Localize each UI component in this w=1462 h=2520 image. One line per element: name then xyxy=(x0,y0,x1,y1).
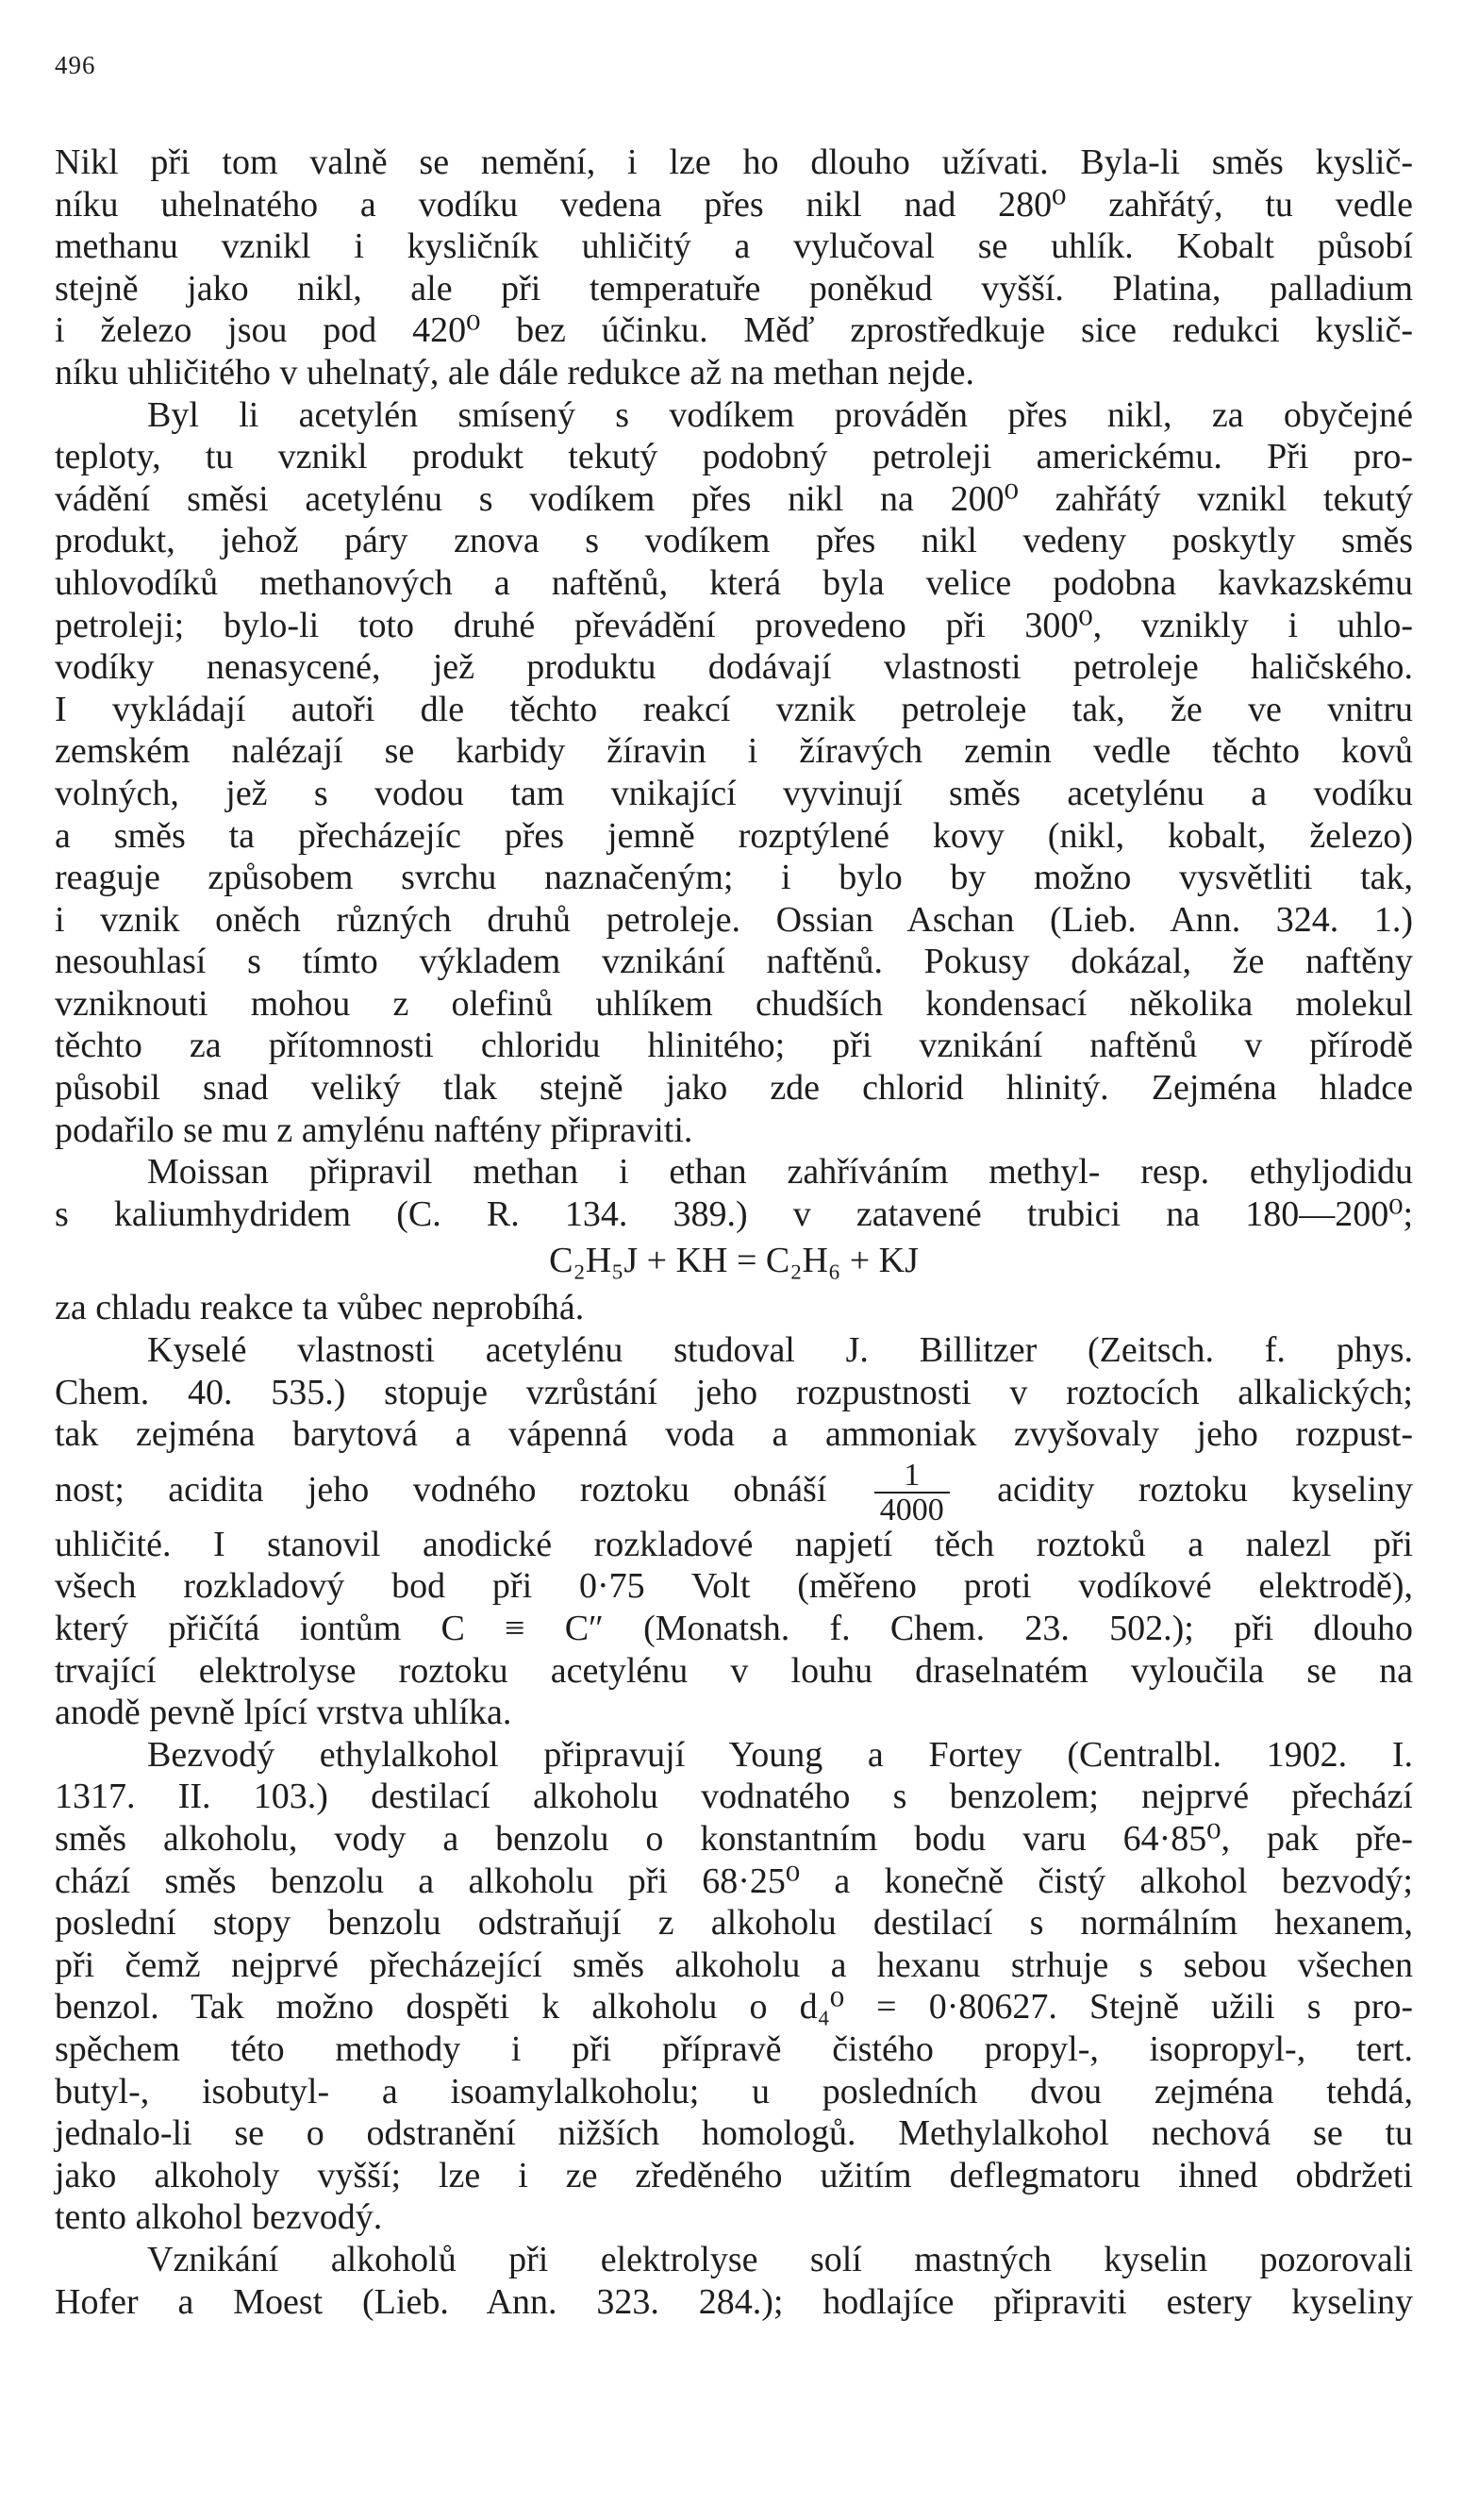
text-line: I vykládají autoři dle těchto reakcí vznik petroleje tak, že ve vnitru xyxy=(55,689,1413,729)
text-line: produkt, jehož páry znova s vodíkem přes nikl vedeny poskytly směs xyxy=(55,521,1413,561)
text-line xyxy=(55,1456,1414,1527)
text-line: 1317. II. 103.) destilací alkoholu vodnatého s benzolem; nejprvé přechází xyxy=(55,1777,1413,1817)
text-line: stejně jako nikl, ale při temperatuře poněkud vyšší. Platina, palladium xyxy=(55,268,1413,309)
text-line: benzol. Tak možno dospěti k alkoholu o d₄⁰ = 0·80627. Stejně užili s pro- xyxy=(55,1987,1413,2028)
text-line: trvající elektrolyse roztoku acetylénu v louhu draselnatém vyloučila se na xyxy=(55,1650,1413,1691)
text-line: Bezvodý ethylalkohol připravují Young a Fortey (Centralbl. 1902. I. xyxy=(147,1734,1413,1775)
text-line: Kyselé vlastnosti acetylénu studoval J. Billitzer (Zeitsch. f. phys. xyxy=(147,1330,1413,1371)
text-line: a směs ta přecházejíc přes jemně rozptýlené kovy (nikl, kobalt, železo) xyxy=(55,815,1413,856)
text-line: spěchem této methody i při přípravě čistého propyl-, isopropyl-, tert. xyxy=(55,2028,1413,2069)
text-line: vádění směsi acetylénu s vodíkem přes nikl na 200⁰ zahřátý vznikl tekutý xyxy=(55,478,1413,519)
fraction xyxy=(874,1457,950,1527)
text-line: i železo jsou pod 420⁰ bez účinku. Měď zprostředkuje sice redukci kyslič- xyxy=(55,310,1413,351)
text-line: všech rozkladový bod při 0·75 Volt (měřeno proti vodíkové elektrodě), xyxy=(55,1566,1413,1607)
text-line: anodě pevně lpící vrstva uhlíka. xyxy=(55,1693,512,1733)
text-line: uhlovodíků methanových a naftěnů, která byla velice podobna kavkazskému xyxy=(55,562,1413,603)
text-line: směs alkoholu, vody a benzolu o konstantním bodu varu 64·85⁰, pak pře- xyxy=(55,1818,1413,1859)
text-line: za chladu reakce ta vůbec neprobíhá. xyxy=(55,1288,585,1328)
text-line: podařilo se mu z amylénu naftény připraviti. xyxy=(55,1110,693,1150)
text-segment: acidity roztoku kyseliny xyxy=(997,1469,1414,1510)
text-line: tak zejména barytová a vápenná voda a ammoniak zvyšovaly jeho rozpust- xyxy=(55,1414,1413,1455)
text-line: uhličité. I stanovil anodické rozkladové napjetí těch roztoků a nalezl při xyxy=(55,1524,1413,1564)
text-line: jako alkoholy vyšší; lze i ze zředěného užitím deflegmatoru ihned obdržeti xyxy=(55,2155,1413,2195)
text-line: zemském nalézají se karbidy žíravin i žíravých zemin vedle těchto kovů xyxy=(55,731,1413,772)
text-line: který přičítá iontům C ≡ C″ (Monatsh. f. Chem. 23. 502.); při dlouho xyxy=(55,1609,1413,1648)
text-line: Nikl při tom valně se nemění, i lze ho dlouho užívati. Byla-li směs kyslič- xyxy=(55,142,1413,182)
text-line: Vznikání alkoholů při elektrolyse solí mastných kyselin pozorovali xyxy=(147,2239,1413,2279)
text-line: působil snad veliký tlak stejně jako zde chlorid hlinitý. Zejména hladce xyxy=(55,1068,1413,1109)
text-line: teploty, tu vznikl produkt tekutý podobný petroleji americkému. Při pro- xyxy=(55,437,1413,477)
text-line: methanu vznikl i kysličník uhličitý a vylučoval se uhlík. Kobalt působí xyxy=(55,226,1413,267)
fraction-numerator: 1 xyxy=(904,1457,921,1493)
text-line: níku uhličitého v uhelnatý, ale dále redukce až na methan nejde. xyxy=(55,352,974,392)
text-segment: nost; acidita jeho vodného roztoku obnáší xyxy=(55,1469,827,1510)
body-text xyxy=(55,142,1413,2323)
text-line: chází směs benzolu a alkoholu při 68·25⁰ a konečně čistý alkohol bezvodý; xyxy=(55,1861,1413,1901)
text-line: níku uhelnatého a vodíku vedena přes nikl nad 280⁰ zahřátý, tu vedle xyxy=(55,184,1413,225)
text-line: při čemž nejprvé přecházející směs alkoholu a hexanu strhuje s sebou všechen xyxy=(55,1944,1413,1985)
text-line: vzniknouti mohou z olefinů uhlíkem chudších kondensací několika molekul xyxy=(55,983,1413,1024)
text-line: Moissan připravil methan i ethan zahříváním methyl- resp. ethyljodidu xyxy=(147,1152,1413,1193)
text-line: nesouhlasí s tímto výkladem vznikání naftěnů. Pokusy dokázal, že naftěny xyxy=(55,942,1413,982)
text-line: jednalo-li se o odstranění nižších homologů. Methylalkohol nechová se tu xyxy=(55,2113,1413,2154)
text-line: tento alkohol bezvodý. xyxy=(55,2197,383,2238)
text-line: těchto za přítomnosti chloridu hlinitého; při vznikání naftěnů v přírodě xyxy=(55,1026,1413,1066)
text-line: i vznik oněch různých druhů petroleje. Ossian Aschan (Lieb. Ann. 324. 1.) xyxy=(55,899,1413,940)
fraction-denominator: 4000 xyxy=(874,1492,950,1527)
text-line: reaguje způsobem svrchu naznačeným; i bylo by možno vysvětliti tak, xyxy=(55,858,1413,898)
text-line: Chem. 40. 535.) stopuje vzrůstání jeho rozpustnosti v roztocích alkalických; xyxy=(55,1372,1413,1412)
text-line: butyl-, isobutyl- a isoamylalkoholu; u posledních dvou zejména tehdá, xyxy=(55,2071,1413,2111)
text-line: vodíky nenasycené, jež produktu dodávají vlastnosti petroleje haličského. xyxy=(55,647,1413,688)
page-number: 496 xyxy=(55,51,96,79)
text-line: Byl li acetylén smísený s vodíkem prováděn přes nikl, za obyčejné xyxy=(147,394,1413,435)
equation-line: C₂H₅J + KH = C₂H₆ + KJ xyxy=(549,1241,919,1281)
text-line: Hofer a Moest (Lieb. Ann. 323. 284.); hodlajíce připraviti estery kyseliny xyxy=(55,2281,1413,2322)
text-line: s kaliumhydridem (C. R. 134. 389.) v zatavené trubici na 180—200⁰; xyxy=(55,1193,1413,1234)
text-line: poslední stopy benzolu odstraňují z alkoholu destilací s normálním hexanem, xyxy=(55,1903,1413,1944)
text-line: volných, jež s vodou tam vnikající vyvinují směs acetylénu a vodíku xyxy=(55,773,1413,813)
text-line: petroleji; bylo-li toto druhé převádění provedeno při 300⁰, vznikly i uhlo- xyxy=(55,605,1413,645)
